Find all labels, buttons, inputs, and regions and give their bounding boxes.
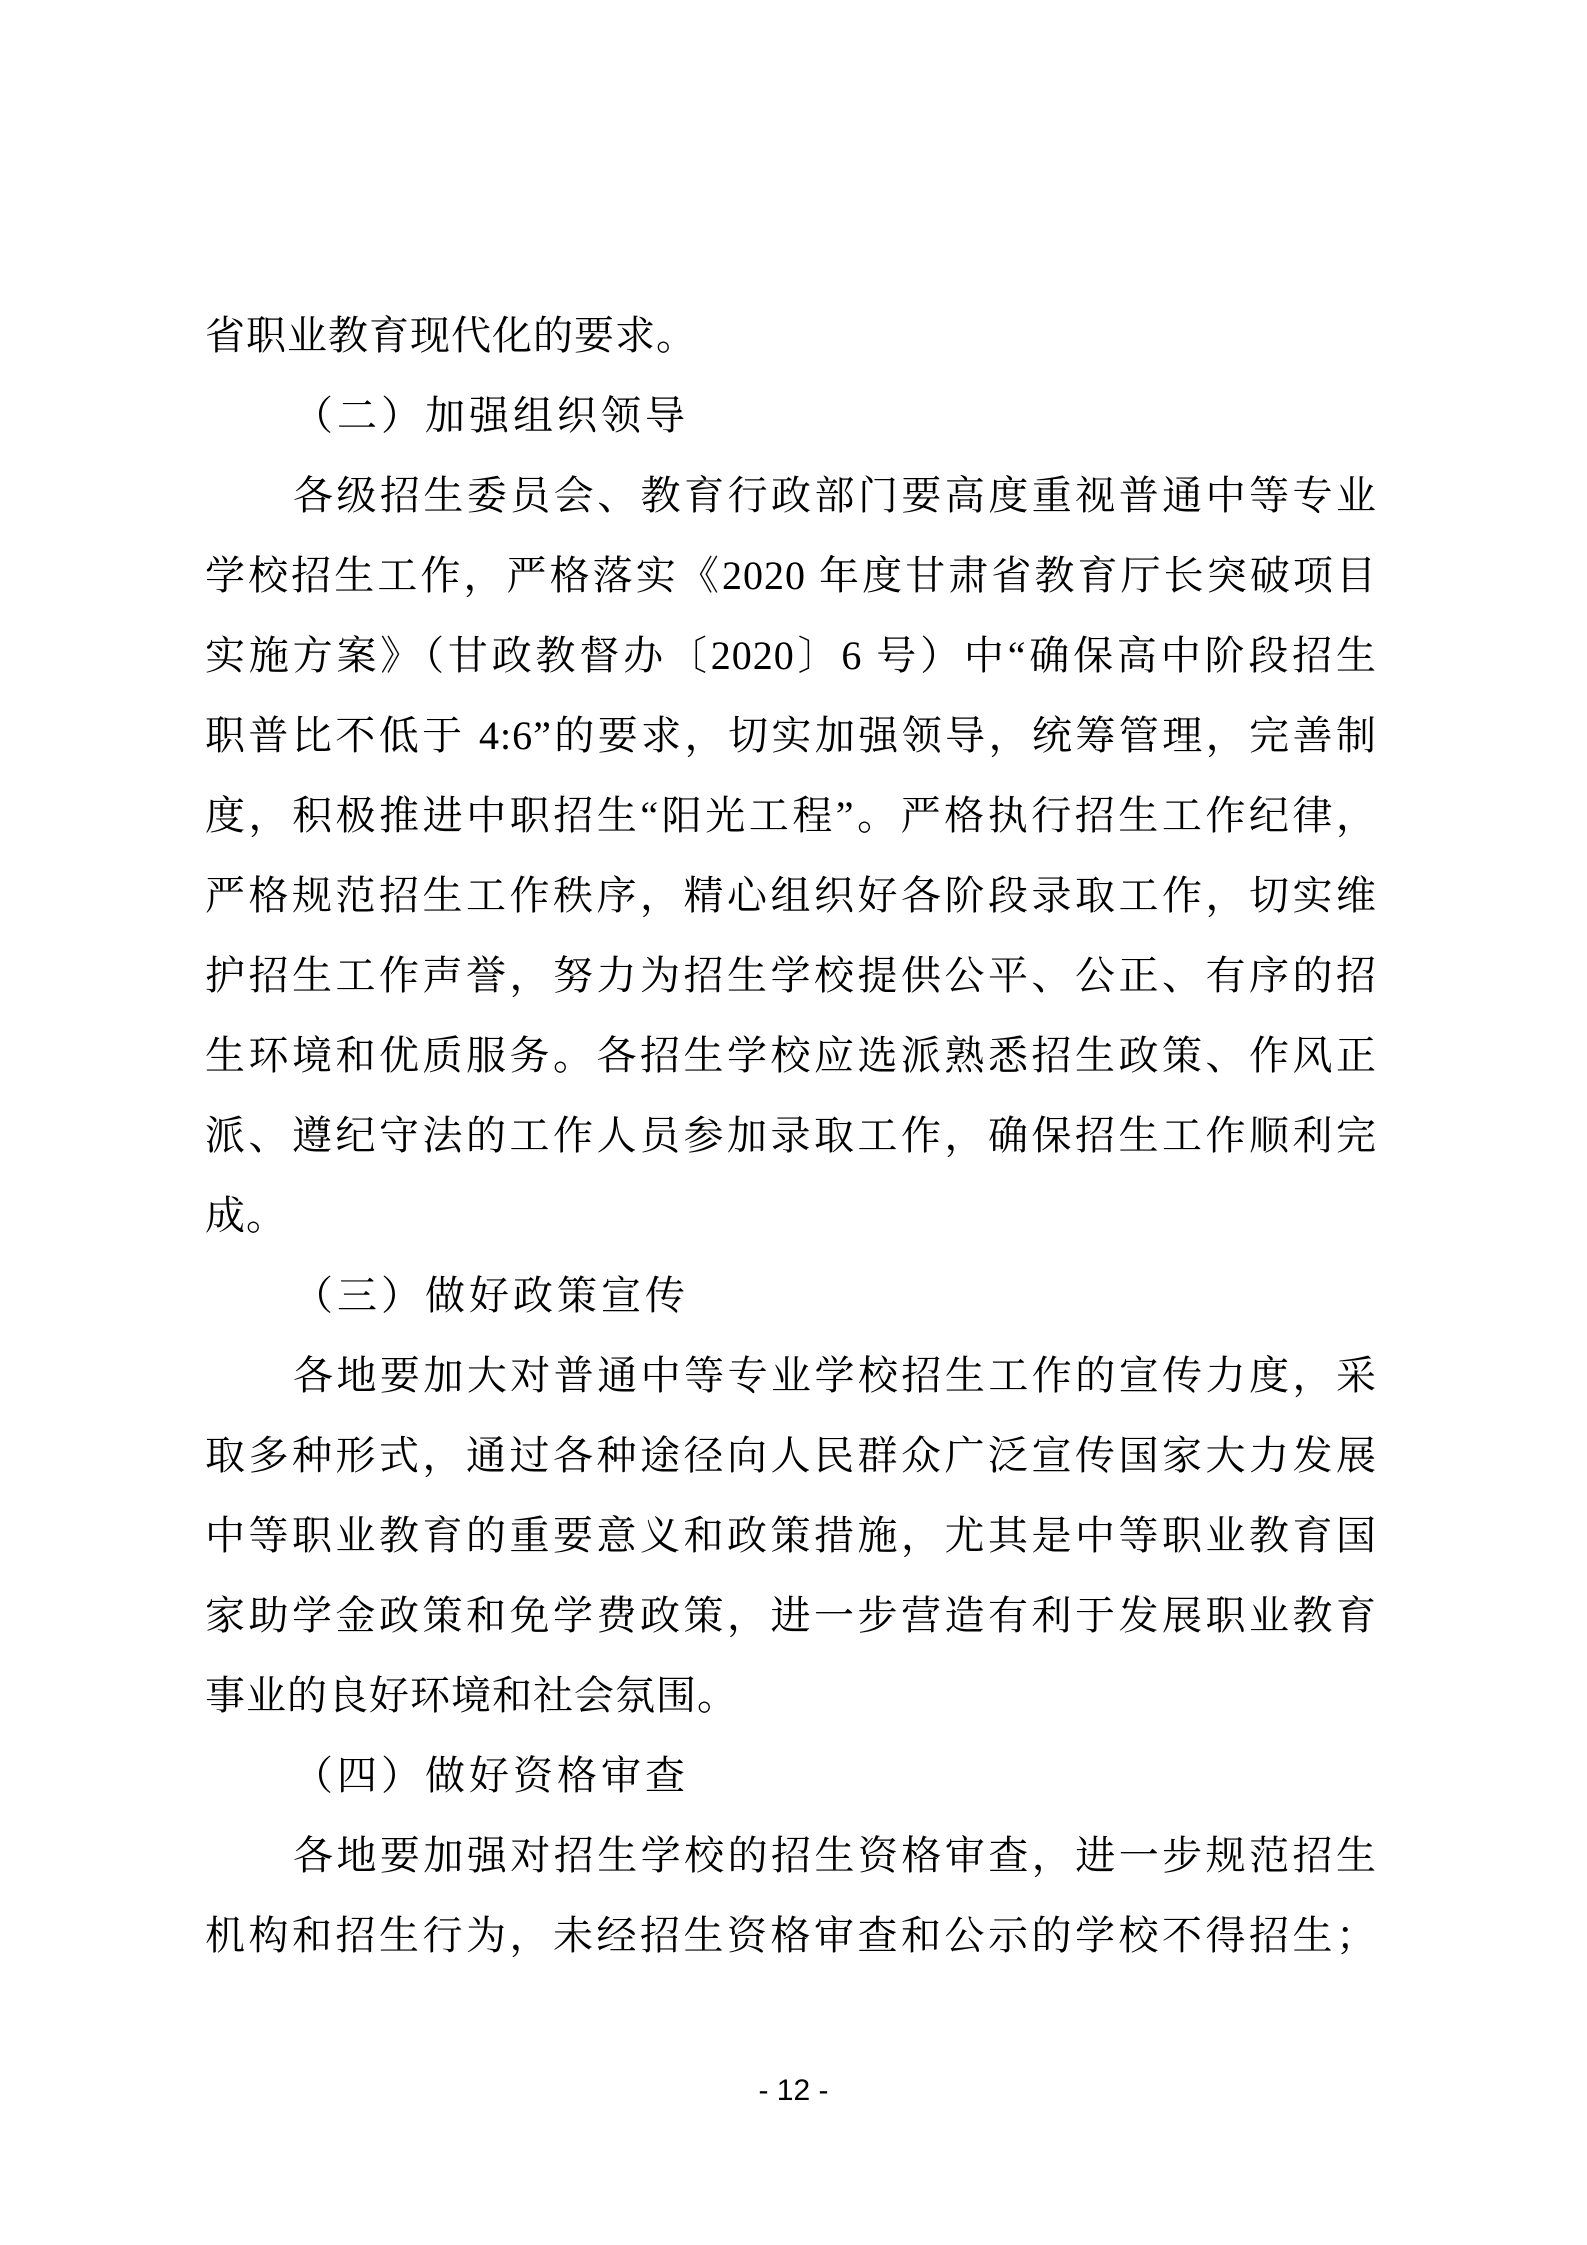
section-heading-3: （三）做好政策宣传 <box>293 1273 689 1318</box>
text-line: 护招生工作声誉，努力为招生学校提供公平、公正、有序的招 <box>205 953 1377 998</box>
page-number: - 12 - <box>758 2074 829 2107</box>
text-line: 成。 <box>205 1193 287 1238</box>
text-line: 各地要加强对招生学校的招生资格审查，进一步规范招生 <box>293 1833 1377 1878</box>
text-line: 机构和招生行为，未经招生资格审查和公示的学校不得招生； <box>205 1913 1377 1958</box>
text-line: 实施方案》（甘政教督办〔2020〕6 号）中“确保高中阶段招生 <box>205 633 1377 678</box>
text-line: 派、遵纪守法的工作人员参加录取工作，确保招生工作顺利完 <box>205 1113 1377 1158</box>
text-line: 度，积极推进中职招生“阳光工程”。严格执行招生工作纪律， <box>205 793 1377 838</box>
text-line: 职普比不低于 4:6”的要求，切实加强领导，统筹管理，完善制 <box>205 713 1377 758</box>
text-line: 生环境和优质服务。各招生学校应选派熟悉招生政策、作风正 <box>205 1033 1377 1078</box>
text-line: 各地要加大对普通中等专业学校招生工作的宣传力度，采 <box>293 1353 1377 1398</box>
text-line: 学校招生工作，严格落实《2020 年度甘肃省教育厅长突破项目 <box>205 553 1377 598</box>
text-line: 省职业教育现代化的要求。 <box>205 313 697 358</box>
text-line: 家助学金政策和免学费政策，进一步营造有利于发展职业教育 <box>205 1593 1377 1638</box>
text-line: 各级招生委员会、教育行政部门要高度重视普通中等专业 <box>293 473 1377 518</box>
section-heading-4: （四）做好资格审查 <box>293 1753 689 1798</box>
page-footer <box>0 2070 1587 2112</box>
text-line: 取多种形式，通过各种途径向人民群众广泛宣传国家大力发展 <box>205 1433 1377 1478</box>
text-line: 中等职业教育的重要意义和政策措施，尤其是中等职业教育国 <box>205 1513 1377 1558</box>
text-line: 严格规范招生工作秩序，精心组织好各阶段录取工作，切实维 <box>205 873 1377 918</box>
document-body <box>205 296 1377 1976</box>
text-line: 事业的良好环境和社会氛围。 <box>205 1673 738 1718</box>
section-heading-2: （二）加强组织领导 <box>293 393 689 438</box>
